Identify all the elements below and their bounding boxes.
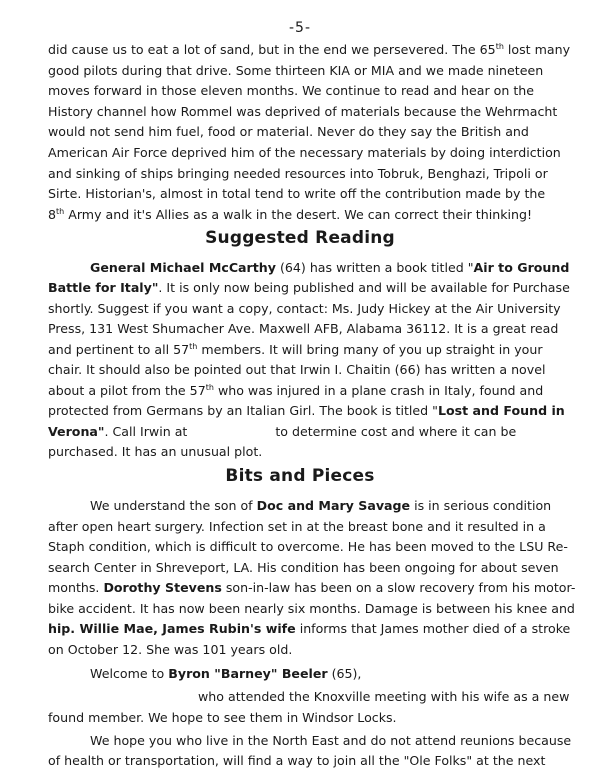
intro-line-6: American Air Force deprived him of the necessary materials by doing interdiction (48, 145, 561, 160)
bits-line-10: who attended the Knoxville meeting with his wife as a new (198, 689, 570, 704)
bits-line-11: found member. We hope to see them in Windsor Locks. (48, 710, 397, 725)
section-heading-bits-and-pieces: Bits and Pieces (225, 466, 375, 486)
section-heading-suggested-reading: Suggested Reading (205, 228, 395, 248)
bits-line-4: search Center in Shreveport, LA. His condition has been ongoing for about seven (48, 560, 559, 575)
intro-line-3: moves forward in those eleven months. We continue to read and hear on the (48, 83, 534, 98)
bits-line-8: on October 12. She was 101 years old. (48, 642, 293, 657)
bits-line-2: after open heart surgery. Infection set in at the breast bone and it resulted in a (48, 519, 546, 534)
reading-line-7: about a pilot from the 57th who was injured in a plane crash in Italy, found and (48, 383, 544, 398)
page-number: -5- (288, 20, 311, 36)
intro-line-7: and sinking of ships bringing needed resources into Tobruk, Benghazi, Tripoli or (48, 166, 548, 181)
reading-line-1: General Michael McCarthy (64) has written a book titled "Air to Ground (90, 260, 570, 275)
bits-line-12: We hope you who live in the North East and do not attend reunions because (90, 733, 572, 748)
intro-line-2: good pilots during that drive. Some thirteen KIA or MIA and we made nineteen (48, 63, 544, 78)
intro-line-4: History channel how Rommel was deprived of materials because the Wehrmacht (48, 104, 558, 119)
reading-line-3: shortly. Suggest if you want a copy, contact: Ms. Judy Hickey at the Air University (48, 301, 561, 316)
reading-line-9: Verona". Call Irwin at to determine cost and where it can be (48, 424, 517, 439)
intro-line-5: would not send him fuel, food or material. Never do they say the British and (48, 124, 529, 139)
intro-line-9: 8th Army and it's Allies as a walk in the desert. We can correct their thinking! (48, 207, 533, 222)
intro-line-1: did cause us to eat a lot of sand, but in the end we persevered. The 65th lost many (48, 42, 571, 57)
bits-line-5: months. Dorothy Stevens son-in-law has been on a slow recovery from his motor- (48, 580, 576, 595)
intro-line-8: Sirte. Historian's, almost in total tend to write off the contribution made by the (48, 186, 546, 201)
bits-line-1: We understand the son of Doc and Mary Savage is in serious condition (90, 498, 552, 513)
reading-line-5: and pertinent to all 57th members. It will bring many of you up straight in your (48, 342, 543, 357)
bits-line-13: of health or transportation, will find a way to join all the "Ole Folks" at the next (48, 753, 546, 768)
reading-line-8: protected from Germans by an Italian Girl. The book is titled "Lost and Found in (48, 403, 565, 418)
reading-line-4: Press, 131 West Shumacher Ave. Maxwell AFB, Alabama 36112. It is a great read (48, 321, 559, 336)
reading-line-6: chair. It should also be pointed out that Irwin I. Chaitin (66) has written a novel (48, 362, 546, 377)
bits-line-6: bike accident. It has now been nearly six months. Damage is between his knee and (48, 601, 575, 616)
reading-line-2: Battle for Italy". It is only now being published and will be available for Purchase (48, 280, 570, 295)
bits-line-3: Staph condition, which is difficult to overcome. He has been moved to the LSU Re- (48, 539, 568, 554)
bits-line-7: hip. Willie Mae, James Rubin's wife informs that James mother died of a stroke (48, 621, 571, 636)
bits-line-9: Welcome to Byron "Barney" Beeler (65), (90, 666, 362, 681)
reading-line-10: purchased. It has an unusual plot. (48, 444, 263, 459)
